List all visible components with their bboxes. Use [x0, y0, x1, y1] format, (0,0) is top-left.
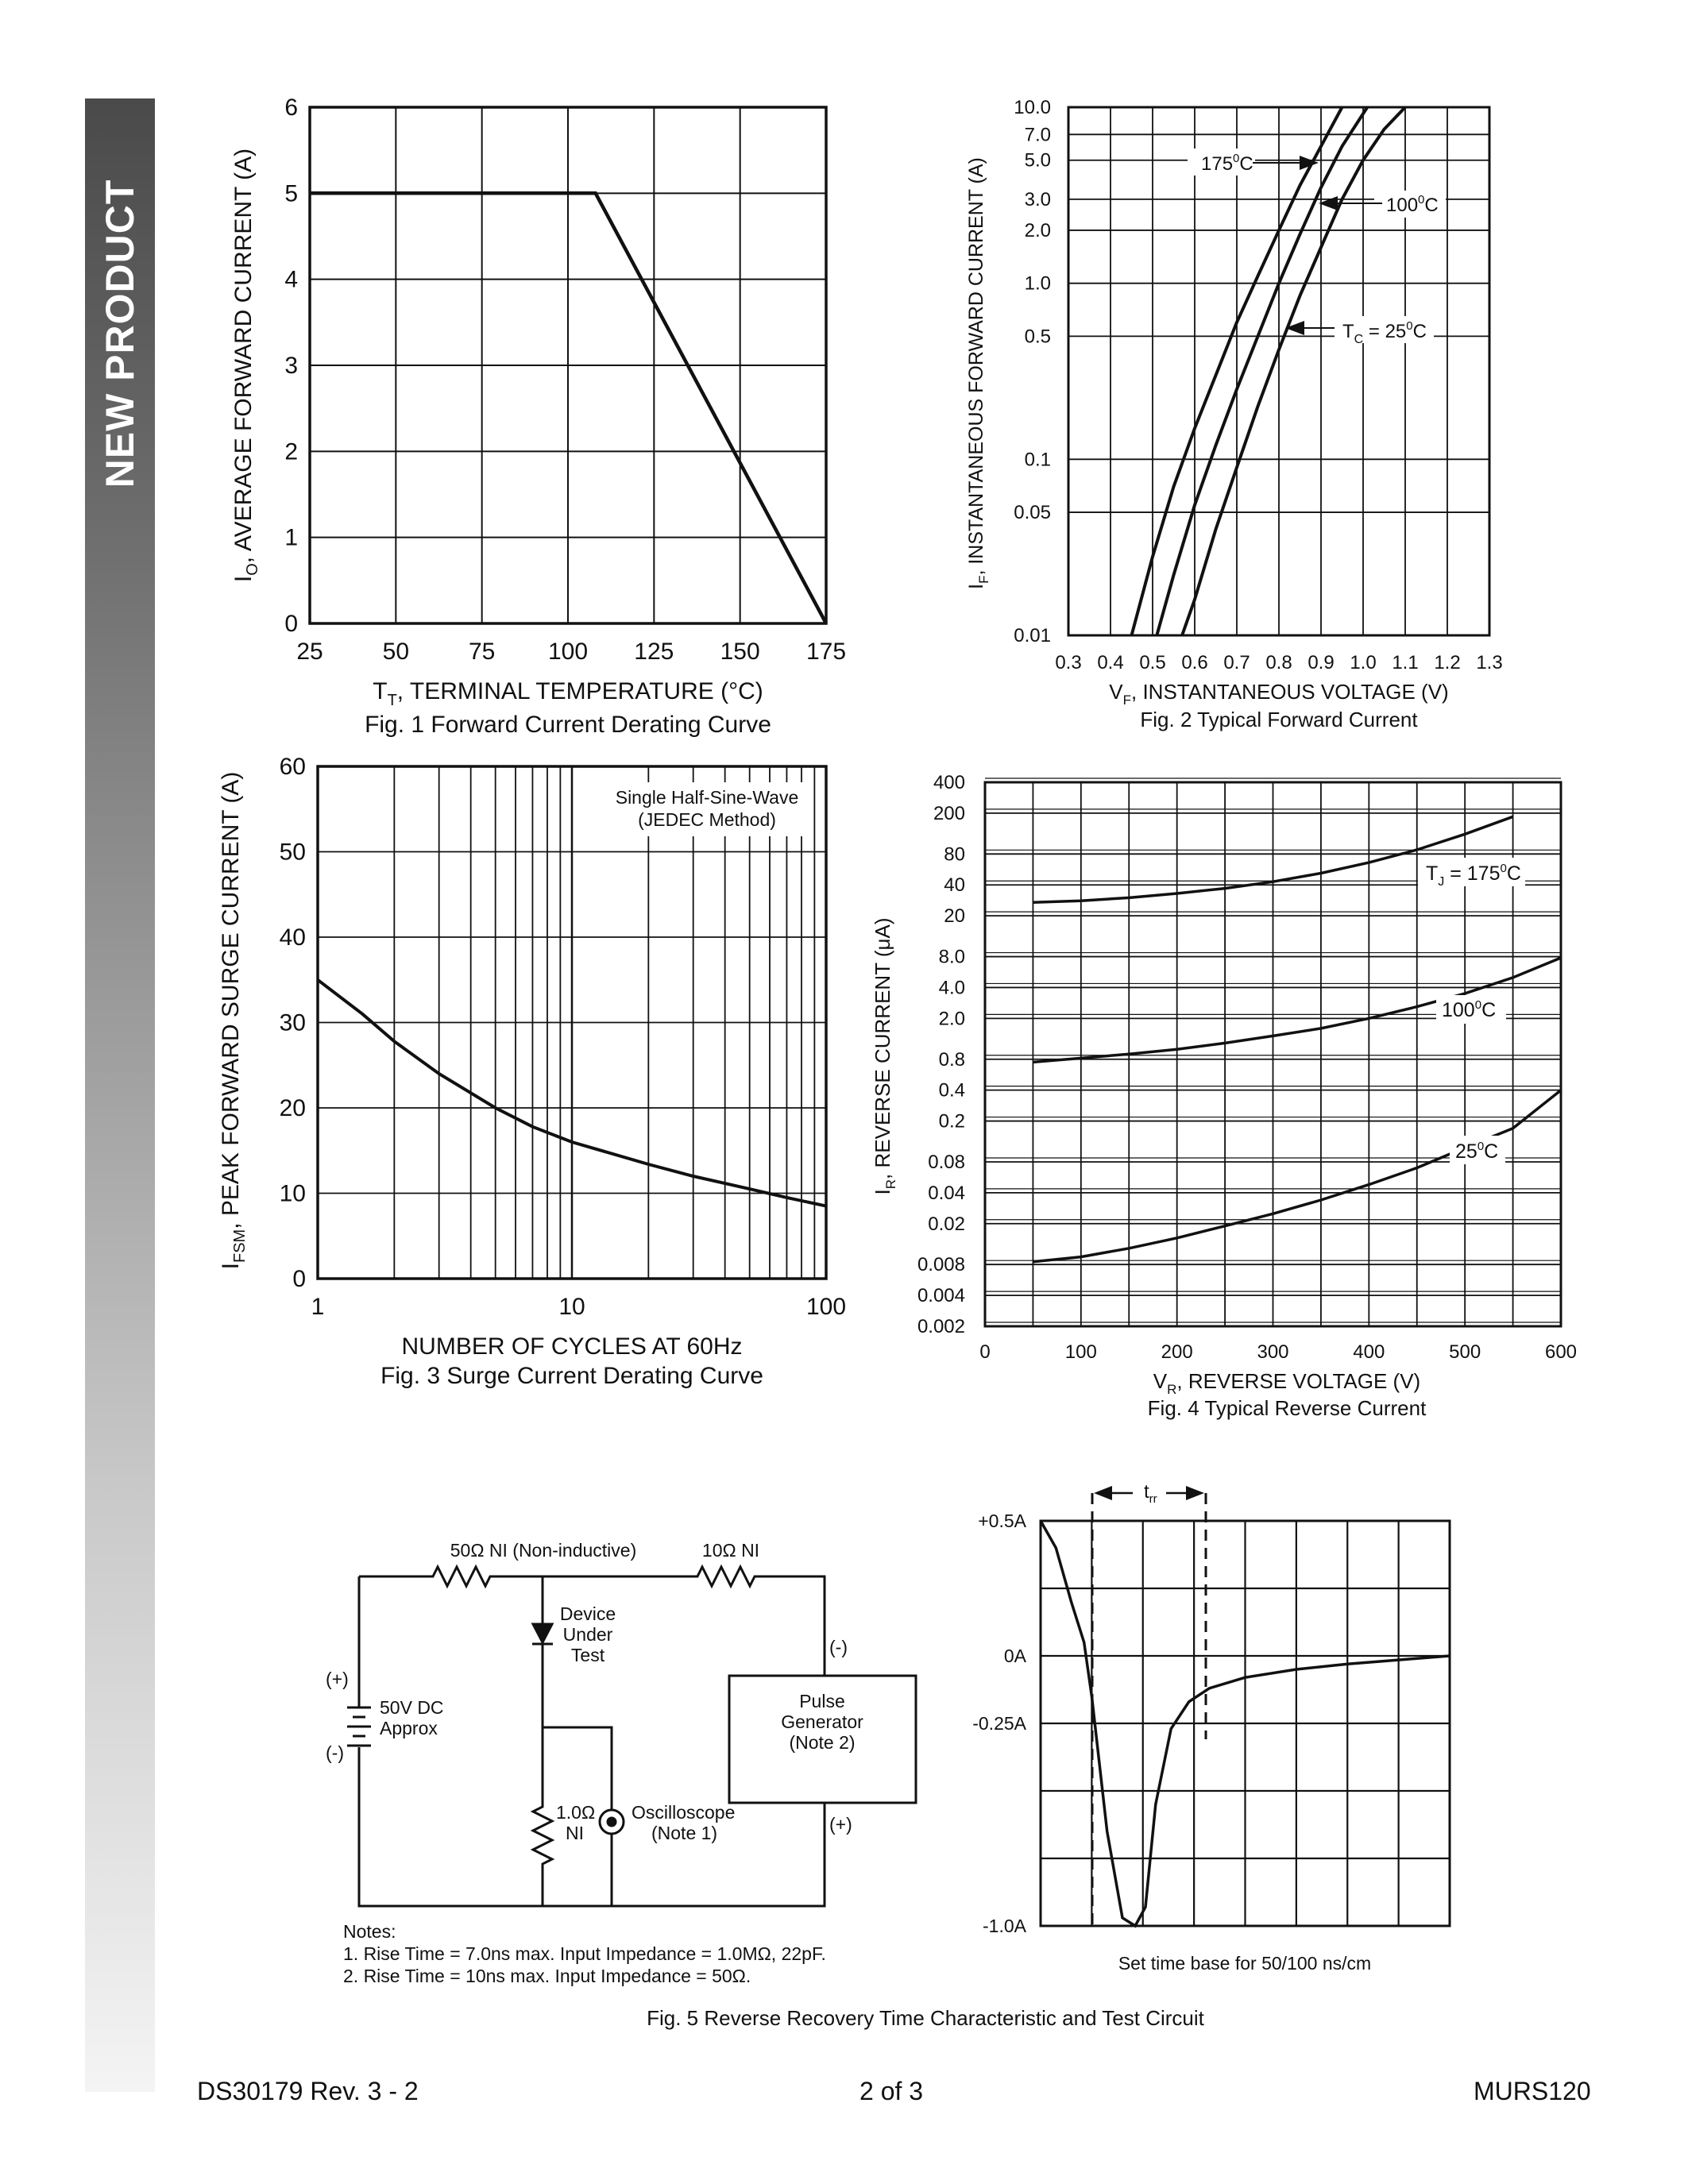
fig4-y-tick-label: 0.008	[917, 1254, 965, 1276]
fig2-y-tick-label: 10.0	[1014, 97, 1051, 118]
fig4-y-tick-label: 20	[944, 905, 965, 928]
fig4-y-tick-label: 400	[933, 772, 965, 793]
fig1-x-tick-label: 150	[720, 639, 760, 665]
fig1-y-tick-label: 1	[284, 524, 298, 551]
fig4-x-tick-label: 0	[979, 1341, 991, 1363]
fig1-y-tick-label: 4	[284, 266, 298, 293]
fig3-y-axis-label: $I_{FSM}$, PEAK FORWARD SURGE CURRENT (A)	[218, 771, 249, 1270]
fig2-y-tick-label: 0.1	[1024, 449, 1051, 471]
fig4-y-tick-label: 200	[933, 802, 965, 824]
fig2-y-tick-label: 1.0	[1024, 272, 1051, 295]
fig4-y-tick-label: 0.2	[938, 1110, 965, 1133]
fig2-annotations	[1188, 149, 1446, 346]
pg-label-1: Pulse	[799, 1691, 845, 1711]
fig2-x-tick-label: 0.9	[1308, 652, 1335, 673]
fig1-x-tick-label: 50	[382, 639, 410, 665]
fig1-x-tick-label: 175	[805, 639, 847, 665]
fig2-y-tick-label: 5.0	[1024, 149, 1051, 172]
fig3-surge-current-derating	[218, 754, 846, 1389]
fig1-y-tick-label: 0	[284, 611, 298, 637]
fig1-y-tick-label: 2	[284, 438, 298, 465]
fig1-y-tick-label: 5	[284, 180, 298, 207]
fig4-x-tick-label: 200	[1161, 1341, 1193, 1363]
oscilloscope-label-2: (Note 1)	[651, 1823, 718, 1843]
fig4-label-25c: $25^0C$	[1455, 1140, 1499, 1163]
fig4-y-tick-label: 40	[944, 874, 965, 897]
fig2-typical-forward-current	[965, 97, 1503, 731]
fig4-x-tick-label: 100	[1064, 1341, 1097, 1363]
fig4-y-tick-label: 0.002	[917, 1316, 965, 1337]
source-label-2: Approx	[380, 1718, 438, 1738]
footer-page-number: 2 of 3	[859, 2077, 924, 2105]
trr-arrow-right	[1186, 1486, 1204, 1500]
fig4-y-tick-label: 0.4	[938, 1079, 965, 1102]
fig4-annotations	[1418, 858, 1525, 1164]
fig5-time-base-note: Set time base for 50/100 ns/cm	[1118, 1953, 1372, 1974]
fig2-title: Fig. 2 Typical Forward Current	[1140, 708, 1418, 731]
source-label-1: 50V DC	[380, 1697, 444, 1718]
pg-minus-label: (-)	[829, 1637, 848, 1657]
fig3-y-tick-label: 10	[279, 1180, 306, 1207]
fig3-x-tick-label: 1	[311, 1294, 325, 1320]
fig3-y-tick-label: 30	[279, 1009, 306, 1036]
fig2-x-tick-label: 1.0	[1350, 652, 1377, 673]
fig2-x-tick-label: 0.3	[1055, 652, 1082, 673]
dut-label-2: Under	[562, 1624, 613, 1645]
r1-label: 50Ω NI (Non-inductive)	[450, 1540, 637, 1561]
oscilloscope-label-1: Oscilloscope	[632, 1802, 736, 1823]
fig4-x-tick-label: 600	[1544, 1341, 1578, 1363]
fig2-label-25c: $T_C = 25^0C$	[1342, 319, 1427, 346]
fig4-x-tick-label: 400	[1353, 1341, 1385, 1363]
fig2-x-tick-label: 1.2	[1434, 652, 1461, 673]
source-plus-label: (+)	[326, 1669, 349, 1689]
fig2-y-tick-label: 3.0	[1024, 188, 1051, 210]
fig1-y-axis-label: $I_O$, AVERAGE FORWARD CURRENT (A)	[230, 148, 261, 583]
fig2-x-tick-label: 0.6	[1181, 652, 1208, 673]
fig4-y-tick-label: 2.0	[938, 1008, 965, 1030]
pg-plus-label: (+)	[829, 1814, 852, 1835]
fig2-label-100c: $100^0C$	[1386, 193, 1439, 216]
fig5-reverse-recovery-waveform	[972, 1481, 1450, 1974]
fig2-x-tick-label: 0.7	[1223, 652, 1250, 673]
fig5-y-tick-label: 0A	[1003, 1646, 1026, 1666]
r2-label: 10Ω NI	[701, 1540, 760, 1561]
fig3-y-tick-label: 0	[292, 1266, 306, 1292]
fig2-y-tick-label: 2.0	[1024, 219, 1051, 241]
fig3-y-tick-label: 60	[279, 754, 306, 780]
fig4-x-axis-label: $V_R$, REVERSE VOLTAGE (V)	[1153, 1369, 1421, 1397]
fig3-x-tick-label: 10	[558, 1294, 585, 1320]
fig1-y-tick-label: 3	[284, 353, 298, 379]
fig1-x-tick-label: 125	[634, 639, 674, 665]
fig4-title: Fig. 4 Typical Reverse Current	[1147, 1396, 1427, 1420]
fig3-title: Fig. 3 Surge Current Derating Curve	[380, 1363, 763, 1389]
fig4-y-tick-label: 0.04	[928, 1182, 965, 1204]
fig2-x-tick-label: 1.1	[1392, 652, 1419, 673]
fig2-x-tick-label: 0.4	[1097, 652, 1124, 673]
fig5-y-tick-label: +0.5A	[978, 1511, 1026, 1531]
footer-part-number: MURS120	[1474, 2077, 1591, 2105]
fig2-x-axis-label: $V_F$, INSTANTANEOUS VOLTAGE (V)	[1109, 680, 1449, 708]
fig4-y-tick-label: 80	[944, 843, 965, 866]
fig2-label-175c: $175^0C$	[1201, 152, 1253, 175]
fig4-x-tick-label: 500	[1449, 1341, 1481, 1363]
fig4-y-axis-label: $I_R$, REVERSE CURRENT (μA)	[871, 917, 898, 1195]
dut-label-1: Device	[559, 1603, 616, 1624]
fig1-x-tick-label: 25	[296, 639, 323, 665]
fig4-y-tick-label: 0.8	[938, 1048, 965, 1071]
pg-label-2: Generator	[781, 1711, 863, 1732]
fig3-y-tick-label: 50	[279, 839, 306, 866]
source-minus-label: (-)	[326, 1742, 344, 1763]
fig3-x-axis-label: NUMBER OF CYCLES AT 60Hz	[401, 1333, 743, 1360]
fig2-y-axis-label: $I_F$, INSTANTANEOUS FORWARD CURRENT (A)	[965, 157, 991, 589]
fig5-y-tick-label: -1.0A	[983, 1916, 1026, 1936]
fig4-y-tick-label: 0.08	[928, 1151, 965, 1173]
fig1-forward-current-derating	[230, 95, 846, 738]
fig4-label-100c: $100^0C$	[1442, 998, 1497, 1021]
circuit-labels	[326, 1540, 863, 1986]
fig4-y-tick-label: 8.0	[938, 946, 965, 968]
sidebar-label: NEW PRODUCT	[98, 179, 142, 488]
trr-arrow-left	[1094, 1486, 1112, 1500]
fig4-label-175c: $T_J = 175^0C$	[1426, 862, 1521, 889]
sense-resistor-label-1: 1.0Ω	[556, 1802, 596, 1823]
footer-doc-id: DS30179 Rev. 3 - 2	[197, 2077, 419, 2105]
fig2-y-tick-label: 0.05	[1014, 502, 1051, 524]
battery-symbol	[347, 1707, 371, 1746]
fig4-x-tick-label: 300	[1257, 1341, 1289, 1363]
note-1: 1. Rise Time = 7.0ns max. Input Impedance = 1.0MΩ, 22pF.	[343, 1943, 826, 1964]
fig2-series-line-1	[1157, 107, 1367, 635]
fig3-y-tick-label: 20	[279, 1095, 306, 1121]
fig4-y-tick-label: 4.0	[938, 977, 965, 999]
fig4-y-tick-label: 0.02	[928, 1213, 965, 1235]
fig1-x-axis-label: $T_T$, TERMINAL TEMPERATURE (°C)	[373, 678, 763, 709]
note-2: 2. Rise Time = 10ns max. Input Impedance = 50Ω.	[343, 1966, 751, 1986]
fig5-y-tick-label: -0.25A	[972, 1713, 1026, 1734]
fig1-x-tick-label: 100	[547, 639, 589, 665]
fig2-y-tick-label: 0.5	[1024, 326, 1051, 348]
fig4-typical-reverse-current	[871, 772, 1577, 1420]
oscilloscope-center	[608, 1818, 616, 1826]
fig2-x-tick-label: 0.8	[1265, 652, 1292, 673]
fig2-y-tick-label: 0.01	[1014, 625, 1051, 646]
fig3-y-tick-label: 40	[279, 924, 306, 951]
fig2-x-tick-label: 0.5	[1139, 652, 1166, 673]
fig4-y-tick-label: 0.004	[917, 1285, 965, 1307]
fig3-legend-line2: (JEDEC Method)	[638, 809, 776, 830]
notes-title: Notes:	[343, 1921, 396, 1942]
fig5-title: Fig. 5 Reverse Recovery Time Characteristic and Test Circuit	[647, 2006, 1204, 2030]
fig2-x-tick-label: 1.3	[1476, 652, 1503, 673]
dut-label-3: Test	[570, 1645, 605, 1665]
diode-symbol	[533, 1624, 552, 1642]
fig1-y-tick-label: 6	[284, 95, 298, 121]
fig2-y-tick-label: 7.0	[1024, 124, 1051, 146]
fig1-x-tick-label: 75	[468, 639, 496, 665]
trr-label: $t_{rr}$	[1144, 1481, 1157, 1506]
fig3-x-tick-label: 100	[805, 1294, 847, 1320]
fig1-title: Fig. 1 Forward Current Derating Curve	[365, 712, 771, 738]
sense-resistor-label-2: NI	[566, 1823, 584, 1843]
fig3-legend-line1: Single Half-Sine-Wave	[615, 787, 799, 808]
pg-label-3: (Note 2)	[789, 1732, 856, 1753]
fig4-series-line-2	[1033, 1090, 1561, 1262]
fig2-series-line-2	[1182, 107, 1405, 635]
